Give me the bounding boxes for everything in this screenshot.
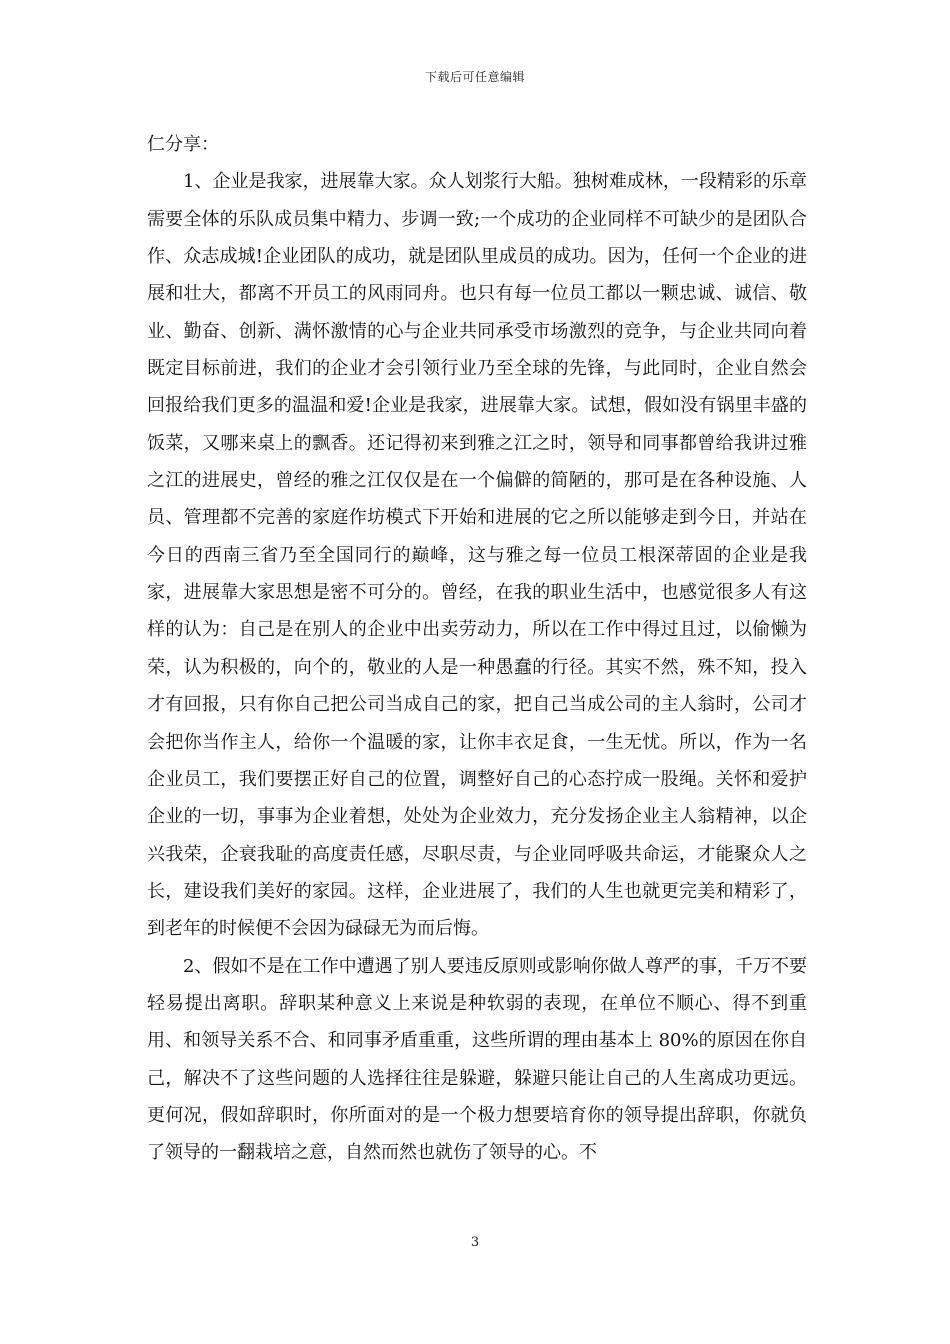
paragraph-point-1: 1、企业是我家，进展靠大家。众人划浆行大船。独树难成林，一段精彩的乐章需要全体的乐队成员集中精力、步调一致;一个成功的企业同样不可缺少的是团队合作、众志成城!企业团队的成功，就是团队里成员的成功。因为，任何一个企业的进展和壮大，都离不开员工的风雨同舟。也只有每一位员工都以一颗忠诚、诚信、敬业、勤奋、创新、满怀激情的心与企业共同承受市场激烈的竞争，与企业共同向着既定目标前进，我们的企业才会引领行业乃至全球的先锋，与此同时，企业自然会回报给我们更多的温温和爱!企业是我家，进展靠大家。试想，假如没有锅里丰盛的饭菜，又哪来桌上的飘香。还记得初来到雅之江之时，领导和同事都曾给我讲过雅之江的进展史，曾经的雅之江仅仅是在一个偏僻的简陋的，那可是在各种设施、人员、管理都不完善的家庭作坊模式下开始和进展的它之所以能够走到今日，并站在今日的西南三省乃至全国同行的巅峰，这与雅之每一位员工根深蒂固的企业是我家，进展靠大家思想是密不可分的。曾经，在我的职业生活中，也感觉很多人有这样的认为：自己是在别人的企业中出卖劳动力，所以在工作中得过且过，以偷懒为荣，认为积极的，向个的，敬业的人是一种愚蠢的行径。其实不然，殊不知，投入才有回报，只有你自己把公司当成自己的家，把自己当成公司的主人翁时，公司才会把你当作主人，给你一个温暖的家，让你丰衣足食，一生无忧。所以，作为一名企业员工，我们要摆正好自己的位置，调整好自己的心态拧成一股绳。关怀和爱护企业的一切，事事为企业着想，处处为企业效力，充分发扬企业主人翁精神，以企兴我荣，企衰我耻的高度责任感，尽职尽责，与企业同呼吸共命运，才能聚众人之长，建设我们美好的家园。这样，企业进展了，我们的人生也就更完美和精彩了，到老年的时候便不会因为碌碌无为而后悔。 — [147, 171, 807, 940]
paragraph-intro: 仁分享： — [147, 134, 219, 155]
document-body — [147, 126, 807, 1172]
paragraph-point-2: 2、假如不是在工作中遭遇了别人要违反原则或影响你做人尊严的事，千万不要轻易提出离职。辞职某种意义上来说是种软弱的表现，在单位不顺心、得不到重用、和领导关系不合、和同事矛盾重重，这些所谓的理由基本上 80%的原因在你自己，解决不了这些问题的人选择往往是躲避，躲避只能让自己的人生离成功更远。更何况，假如辞职时，你所面对的是一个极力想要培育你的领导提出辞职，你就负了领导的一翻栽培之意，自然而然也就伤了领导的心。不 — [147, 955, 807, 1164]
page-header: 下载后可任意编辑 — [424, 70, 525, 84]
page-number: 3 — [470, 1235, 480, 1250]
